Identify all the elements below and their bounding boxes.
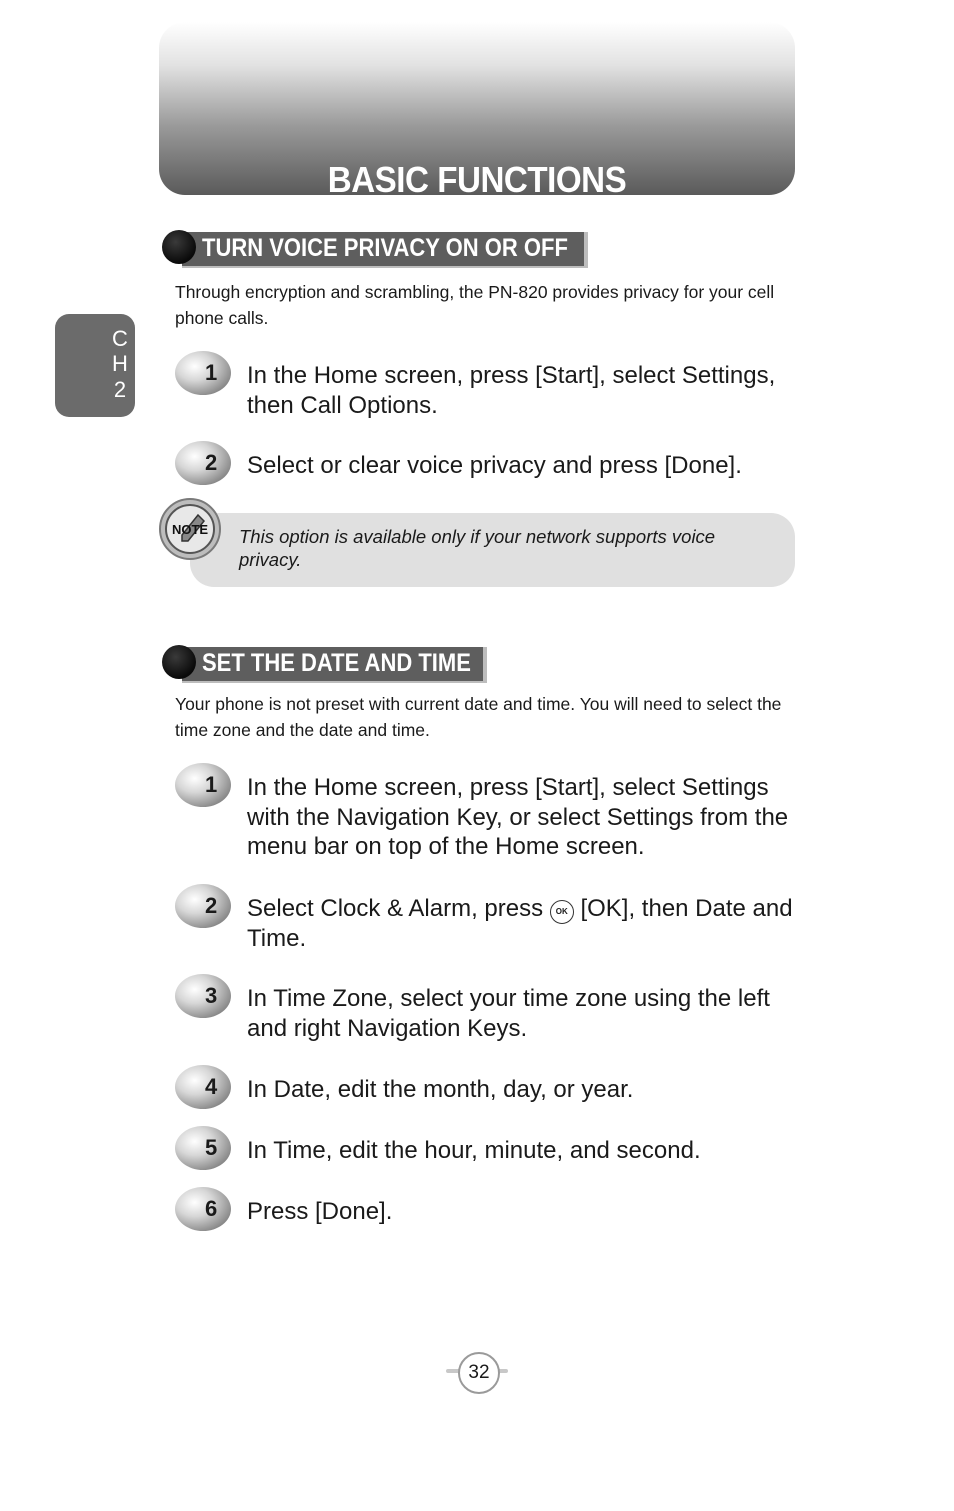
step-number: 5 [205,1135,218,1160]
note-box [190,513,795,587]
header-banner [159,22,795,200]
step-number: 2 [205,450,218,475]
step-text: In the Home screen, press [Start], select Settings, then Call Options. [247,362,776,419]
bullet-ball-icon [162,645,196,679]
step-number: 4 [205,1074,218,1099]
step-number-badge [175,884,231,930]
page-title: BASIC FUNCTIONS [327,159,627,200]
step-number-badge [175,1065,231,1111]
step-number: 3 [205,983,218,1008]
note-icon-label: NOTE [171,522,209,537]
step-text: In Time Zone, select your time zone using the left and right Navigation Keys. [247,985,770,1042]
chapter-tab-letter: 2 [113,377,127,402]
step-number-badge [175,1126,231,1172]
section-intro: Your phone is not preset with current date and time. You will need to select the time zone and the date and time. [175,694,782,740]
step-text: Press [Done]. [247,1198,393,1225]
step-disc-icon [175,974,231,1018]
section-intro: Through encryption and scrambling, the PN-820 provides privacy for your cell phone calls. [175,282,775,328]
step-number-badge [175,351,231,397]
step-disc-icon [175,1187,231,1231]
ok-key-icon: OK [550,900,574,924]
step-text [247,894,807,954]
step-disc-icon [175,763,231,807]
step-text: In the Home screen, press [Start], select Settings with the Navigation Key, or select Settings from the menu bar on top of the Home screen. [247,774,789,860]
step-disc-icon [175,441,231,485]
step-number-badge [175,974,231,1020]
page-number: 32 [458,1352,500,1394]
step-number: 1 [205,360,218,385]
bullet-ball-icon [162,230,196,264]
section-heading-text: TURN VOICE PRIVACY ON OR OFF [202,234,568,262]
step-disc-icon [175,1126,231,1170]
step-text: In Time, edit the hour, minute, and second. [247,1137,701,1164]
chapter-tab-letter: H [112,351,128,376]
step-number: 1 [205,772,218,797]
chapter-tab [55,314,135,417]
chapter-tab-letter: C [112,326,128,351]
step-text: Select or clear voice privacy and press [Done]. [247,452,742,479]
step-disc-icon [175,884,231,928]
step-disc-icon [175,351,231,395]
step-number-badge [175,1187,231,1233]
section-heading-text: SET THE DATE AND TIME [202,649,471,677]
step-disc-icon [175,1065,231,1109]
step-text-after: [OK], then Date and Time. [247,895,793,952]
step-number-badge [175,441,231,487]
step-number-badge [175,763,231,809]
step-number: 6 [205,1196,218,1221]
note-text: This option is available only if your network supports voice privacy. [239,526,716,570]
step-text-before: Select Clock & Alarm, press [247,895,544,922]
note-icon [158,497,222,561]
step-text: In Date, edit the month, day, or year. [247,1076,634,1103]
step-number: 2 [205,893,218,918]
